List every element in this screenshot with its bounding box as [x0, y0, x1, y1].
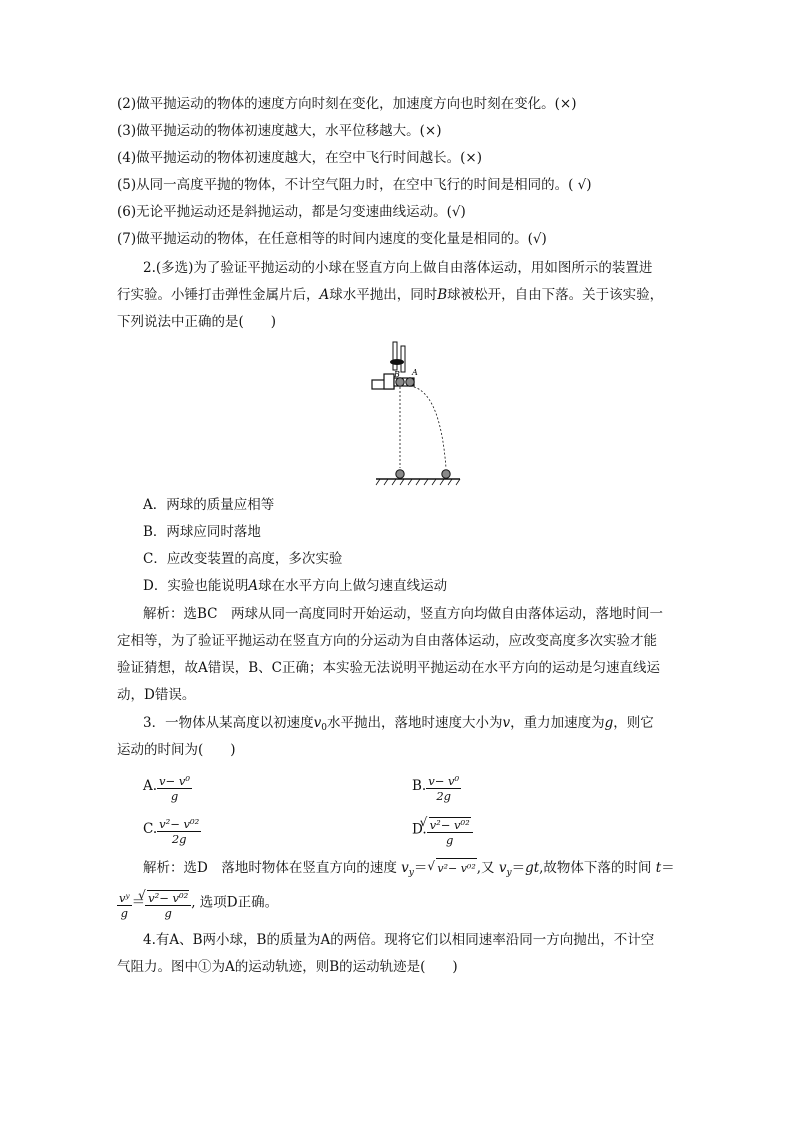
var-g: g: [604, 715, 614, 731]
judgment-2: (2)做平抛运动的物体的速度方向时刻在变化，加速度方向也时刻在变化。(×): [117, 96, 577, 112]
ball-a-label: A: [319, 287, 330, 303]
q2-stem-line3: 下列说法中正确的是( ): [117, 314, 277, 330]
q3-text: ，则它: [613, 715, 654, 731]
equals: ＝: [511, 860, 526, 876]
q2-analysis-line1: 解析：选BC 两球从同一高度同时开始运动，竖直方向均做自由落体运动，落地时间一: [143, 606, 663, 622]
q3-analysis-line1: [143, 858, 675, 883]
q3-text: ,又: [476, 860, 495, 876]
frac-den: g: [170, 789, 179, 803]
equals: ＝: [413, 860, 428, 876]
q3-stem-line2: 运动的时间为( ): [117, 742, 236, 758]
option-label: A.: [143, 778, 158, 794]
q2-option-c: C．应改变装置的高度，多次实验: [143, 551, 343, 567]
q3-text: 水平抛出，落地时速度大小为: [326, 715, 503, 731]
q3-option-a: [143, 772, 192, 801]
q2-analysis-line4: 动，D错误。: [117, 687, 196, 703]
var-gt: gt: [525, 860, 540, 876]
frac-den: g: [120, 905, 128, 920]
option-label: D.: [412, 821, 427, 838]
frac-den: 2g: [171, 832, 187, 846]
q3-option-d: [412, 815, 473, 845]
var-t: t: [655, 860, 662, 876]
judgment-5: (5)从同一高度平抛的物体，不计空气阻力时，在空中飞行的时间是相同的。( √): [117, 177, 592, 193]
var-vy-sub: y: [506, 868, 512, 878]
q2-text: 行实验。小锤打击弹性金属片后，: [117, 287, 320, 303]
q2-text: 球被松开，自由下落。关于该实验，: [447, 287, 664, 303]
judgment-7: (7)做平抛运动的物体，在任意相等的时间内速度的变化量是相同的。(√): [117, 231, 547, 247]
ball-a-label: A: [248, 578, 259, 594]
figure-label-a: A: [412, 368, 418, 377]
frac-den: 2g: [436, 789, 452, 803]
q2-stem-line2: [117, 285, 663, 305]
q3-text: ，重力加速度为: [510, 715, 605, 731]
frac-num: v²− v⁰²: [159, 817, 200, 831]
var-vy: v: [401, 860, 409, 876]
q2-analysis-line2: 定相等，为了验证平抛运动在竖直方向的分运动为自由落体运动，应改变高度多次实验才能: [117, 633, 657, 649]
q3-stem-line1: [143, 713, 654, 738]
q2-option-a: A．两球的质量应相等: [143, 497, 275, 513]
sqrt-expr: √ v²− v⁰²: [436, 858, 476, 879]
frac-num: v− v⁰: [159, 774, 190, 788]
equals: ＝: [131, 894, 146, 911]
q2-option-b: B．两球应同时落地: [143, 524, 261, 540]
var-v: v: [502, 715, 511, 731]
q3-analysis-line2: [117, 888, 278, 918]
q3-text: ,故物体下落的时间: [539, 860, 652, 876]
var-vy-sub: y: [408, 868, 414, 878]
var-v0: v: [313, 715, 322, 731]
ball-b-label: B: [437, 287, 448, 303]
option-label: B.: [412, 778, 427, 794]
equals: ＝: [661, 860, 675, 876]
judgment-3: (3)做平抛运动的物体初速度越大，水平位移越大。(×): [117, 123, 442, 139]
frac-den: g: [446, 833, 454, 847]
q2-analysis-line3: 验证猜想，故A错误，B、C正确；本实验无法说明平抛运动在水平方向的运动是匀速直线运: [117, 660, 660, 676]
q2-text: 球水平抛出，同时: [329, 287, 438, 303]
option-label: C.: [143, 821, 158, 837]
q4-stem-line1: 4.有A、B两小球，B的质量为A的两倍。现将它们以相同速率沿同一方向抛出，不计空: [143, 932, 655, 948]
var-vy: v: [498, 860, 507, 876]
q3-text: 3．一物体从某高度以初速度: [143, 715, 314, 731]
sqrt-expr: √ v²− v⁰²: [147, 890, 189, 905]
apparatus-figure: [370, 340, 465, 490]
figure-label-b: B: [394, 370, 400, 379]
q3-option-c: [143, 815, 201, 844]
q4-stem-line2: 气阻力。图中①为A的运动轨迹，则B的运动轨迹是( ): [117, 959, 458, 975]
frac-num: vʸ: [119, 890, 130, 905]
judgment-4: (4)做平抛运动的物体初速度越大，在空中飞行时间越长。(×): [117, 150, 482, 166]
q2-text: 球在水平方向上做匀速直线运动: [258, 578, 448, 594]
q3-text: 解析：选D 落地时物体在竖直方向的速度: [143, 860, 397, 876]
q2-option-d: [143, 576, 447, 596]
frac-den: g: [164, 906, 172, 920]
q2-stem-line1: 2.(多选)为了验证平抛运动的小球在竖直方向上做自由落体运动，用如图所示的装置进: [143, 260, 653, 276]
judgment-6: (6)无论平抛运动还是斜抛运动，都是匀变速曲线运动。(√): [117, 204, 466, 220]
q2-text: D．实验也能说明: [143, 578, 249, 594]
q3-option-b: [412, 772, 461, 801]
q3-text: , 选项D正确。: [191, 894, 279, 911]
frac-num: v− v⁰: [428, 774, 460, 788]
var-v0-sub: 0: [321, 723, 327, 733]
sqrt-expr: √ v²− v⁰²: [429, 817, 471, 832]
